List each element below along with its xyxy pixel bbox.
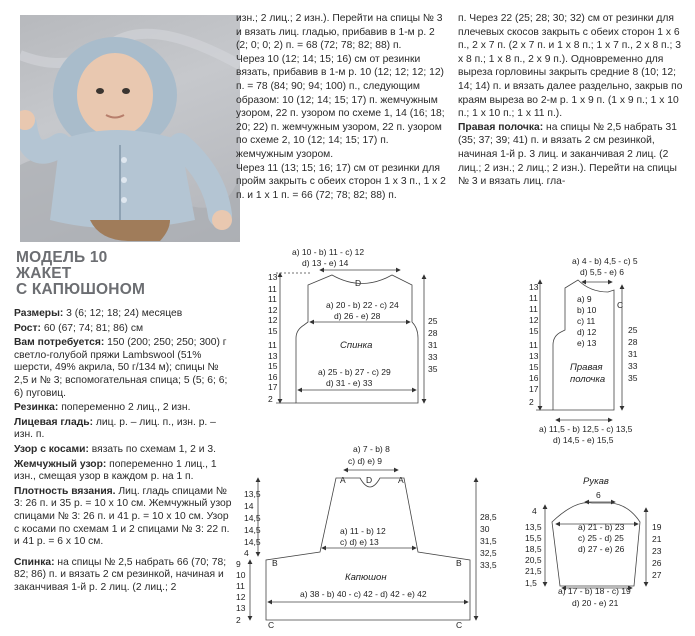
- back-lnum: 11: [268, 340, 277, 350]
- back-rnum: 33: [428, 352, 438, 362]
- back-mid-label-2: d) 26 - e) 28: [334, 311, 381, 321]
- front-top-label-1: a) 4 - b) 4,5 - c) 5: [572, 256, 638, 266]
- front-rnum: 35: [628, 373, 638, 383]
- sleeve-rnum: 27: [652, 570, 662, 580]
- sleeve-rnum: 26: [652, 558, 662, 568]
- back-lnum: 15: [268, 361, 278, 371]
- back-lnum: 12: [268, 315, 278, 325]
- front-letter-c: C: [617, 300, 624, 310]
- sizes-value: 3 (6; 12; 18; 24) месяцев: [63, 308, 183, 319]
- front-value: на спицы № 2,5 набрать 31 (35; 37; 39; 41) п. и вязать 2 см резинкой, начиная 1-й р. 3 лиц. и заканчивая 2 лиц. (2 лиц.; 2 изн.; 2 лиц.; 2 изн.). Перейти на спицы № 3 и вязать лиц. гла-: [458, 121, 677, 188]
- front-rnum: 25: [628, 325, 638, 335]
- sleeve-lnum: 1,5: [525, 578, 537, 588]
- hood-lnum: 14: [244, 501, 254, 511]
- hood-lnum: 14,5: [244, 537, 261, 547]
- heading-line-1: МОДЕЛЬ 10: [16, 249, 108, 266]
- front-lnum: 13: [529, 282, 539, 292]
- hood-letter-a-right: A: [398, 475, 404, 485]
- col2-para: изн.; 2 лиц.; 2 изн.). Перейти на спицы № 3 и вязать лиц. гладью, прибавив в 1-м р. 2 (2; 0; 0; 2) п. = 68 (72; 78; 82; 88) п. Через 10 (12; 14; 15; 16) см от резинки вязать, прибавив в 1-м р. 10 (12; 12; 12; 12) п. = 78 (84; 90; 94; 100) п., следующим образом: 10 (12; 14; 15; 17) п. жемчужным узором, 22 п. узором по схеме 1, 14 (16; 18; 20; 22) п. жемчужным узором, 22 п. узором по схеме 2, 10 (12; 14; 15; 17) п. жемчужным узором. Через 11 (13; 15; 16; 17) см от резинки для пройм закрыть с обеих сторон 1 х 3 п., 1 х 2 п. и 1 х 1 п. = 66 (72; 78; 82; 88) п.: [236, 13, 446, 201]
- hood-right-numbers: [480, 512, 497, 570]
- front-right-numbers: [628, 325, 638, 383]
- sleeve-in-2: c) 25 - d) 25: [578, 533, 624, 543]
- rib-value: попеременно 2 лиц., 2 изн.: [58, 402, 191, 414]
- sizes-label: Размеры:: [14, 308, 64, 319]
- front-lnum: 17: [529, 384, 539, 394]
- front-title-1: Правая: [570, 362, 603, 373]
- hood-lnum: 12: [236, 592, 246, 602]
- back-rnum: 28: [428, 328, 438, 338]
- hood-rnum: 32,5: [480, 548, 497, 558]
- hood-lnum: 11: [236, 581, 245, 591]
- sleeve-lnum: 20,5: [525, 555, 542, 565]
- front-left-numbers: [529, 282, 539, 407]
- back-top-label-1: a) 10 - b) 11 - c) 12: [292, 247, 365, 257]
- front-rnum: 33: [628, 361, 638, 371]
- front-title-2: полочка: [570, 374, 606, 385]
- hood-top-label-1: a) 7 - b) 8: [353, 444, 390, 454]
- back-bot-label-2: d) 31 - e) 33: [326, 378, 373, 388]
- pearl-label: Жемчужный узор:: [14, 458, 107, 470]
- back-lnum: 13: [268, 351, 278, 361]
- back-lnum: 2: [268, 394, 273, 404]
- sleeve-left-numbers: [525, 506, 542, 588]
- heading-line-2: ЖАКЕТ: [16, 265, 72, 282]
- hood-lnum: 14,5: [244, 513, 261, 523]
- hood-lnum: 13: [236, 603, 246, 613]
- sleeve-rnum: 21: [652, 534, 662, 544]
- hood-rnum: 28,5: [480, 512, 497, 522]
- front-in-num: e) 13: [577, 338, 597, 348]
- pearl-value: попеременно 1 лиц., 1 изн., смещая узор в каждом р. на 1 п.: [14, 458, 217, 483]
- front-top-label-2: d) 5,5 - e) 6: [580, 267, 624, 277]
- sleeve-rnum: 19: [652, 522, 662, 532]
- back-label: Спинка:: [14, 556, 55, 568]
- front-in-num: d) 12: [577, 327, 597, 337]
- hood-lnum: 4: [244, 548, 249, 558]
- cable-value: вязать по схемам 1, 2 и 3.: [88, 443, 216, 455]
- front-in-num: a) 9: [577, 294, 592, 304]
- need-label: Вам потребуется:: [14, 337, 105, 349]
- hood-lnum: 9: [236, 559, 241, 569]
- front-label: Правая полочка:: [458, 121, 544, 133]
- sleeve-right-numbers: [652, 522, 662, 580]
- hood-rnum: 33,5: [480, 560, 497, 570]
- col3-para: п. Через 22 (25; 28; 30; 32) см от резинки для плечевых скосов закрыть с обеих сторон 1 х 6 п., 2 х 7 п. (2 х 7 п. и 1 х 8 п.; 1 х 7 п., 2 х 8 п.; 3 х 8 п.; 1 х 8 п., 2 х 9 п.). Одновременно для выреза горловины закрыть средние 8 (10; 12; 14; 14) п. и вязать далее раздельно, закрыв по краям выреза во 2-м р. 1 х 9 п. (1 х 9 п.; 1 х 10 п.; 1 х 10 п.; 1 х 11 п.).: [458, 13, 683, 120]
- sleeve-lnum: 4: [532, 506, 537, 516]
- sleeve-in-1: a) 21 - b) 23: [578, 522, 625, 532]
- back-rnum: 31: [428, 340, 438, 350]
- front-lnum: 13: [529, 351, 539, 361]
- back-rnum: 25: [428, 316, 438, 326]
- stock-label: Лицевая гладь:: [14, 416, 93, 428]
- hood-rnum: 31,5: [480, 536, 497, 546]
- back-lnum: 13: [268, 272, 278, 282]
- back-lnum: 11: [268, 294, 277, 304]
- sleeve-rnum: 23: [652, 546, 662, 556]
- front-rnum: 28: [628, 337, 638, 347]
- back-lnum: 17: [268, 382, 278, 392]
- hood-letter-d: D: [366, 475, 373, 485]
- front-in-num: b) 10: [577, 305, 597, 315]
- back-lnum: 11: [268, 284, 277, 294]
- height-value: 60 (67; 74; 81; 86) см: [40, 322, 144, 334]
- front-rnum: 31: [628, 349, 638, 359]
- sleeve-lnum: 21,5: [525, 566, 542, 576]
- need-value: 150 (200; 250; 250; 300) г светло-голубой пряжи Lambswool (51% шерсти, 49% акрила, 50 г/134 м); спицы № 2,5 и № 3; вспомогательная спица; 5 (5; 6; 6; 6) пуговиц.: [14, 337, 228, 399]
- front-lnum: 16: [529, 373, 539, 383]
- back-bot-label-1: a) 25 - b) 27 - c) 29: [318, 367, 391, 377]
- sleeve-bot-label-2: d) 20 - e) 21: [572, 598, 619, 608]
- sleeve-in-3: d) 27 - e) 26: [578, 544, 625, 554]
- sleeve-bot-label-1: a) 17 - b) 18 - c) 19: [558, 586, 631, 596]
- hood-lnum: 10: [236, 570, 246, 580]
- hood-title: Капюшон: [345, 572, 387, 583]
- hood-lnum: 2: [236, 615, 241, 625]
- hood-top-label-2: c) d) e) 9: [348, 456, 383, 466]
- sleeve-lnum: 13,5: [525, 522, 542, 532]
- hood-mid-label-2: c) d) e) 13: [340, 537, 379, 547]
- back-diagram: [268, 247, 438, 404]
- back-right-numbers: [428, 316, 438, 374]
- front-lnum: 12: [529, 315, 539, 325]
- back-top-label-2: d) 13 - e) 14: [302, 258, 349, 268]
- front-lnum: 11: [529, 304, 538, 314]
- front-lnum: 11: [529, 293, 538, 303]
- back-value: на спицы № 2,5 набрать 66 (70; 78; 82; 86) п. и вязать 2 см резинкой, начиная и заканчивая 1-й р. 2 лиц. (2 лиц.; 2: [14, 556, 227, 593]
- hood-left-numbers: [236, 489, 261, 625]
- hood-lnum: 13,5: [244, 489, 261, 499]
- back-left-numbers: [268, 272, 278, 404]
- front-lnum: 15: [529, 326, 539, 336]
- hood-lnum: 14,5: [244, 525, 261, 535]
- front-bot-label-2: d) 14,5 - e) 15,5: [553, 435, 614, 445]
- hood-bot-label: a) 38 - b) 40 - c) 42 - d) 42 - e) 42: [300, 589, 427, 599]
- front-bot-label-1: a) 11,5 - b) 12,5 - c) 13,5: [539, 424, 633, 434]
- back-title: Спинка: [340, 340, 373, 351]
- heading-line-3: С КАПЮШОНОМ: [16, 281, 146, 298]
- back-lnum: 15: [268, 326, 278, 336]
- rib-label: Резинка:: [14, 402, 59, 414]
- hood-letter-c-left: C: [268, 620, 275, 630]
- sleeve-top-label: 6: [596, 490, 601, 500]
- front-lnum: 11: [529, 340, 538, 350]
- density-label: Плотность вязания.: [14, 485, 116, 497]
- front-in-num: c) 11: [577, 316, 596, 326]
- hood-letter-b-left: B: [272, 558, 278, 568]
- hood-letter-c-right: C: [456, 620, 463, 630]
- cable-label: Узор с косами:: [14, 443, 89, 455]
- back-mid-label-1: a) 20 - b) 22 - c) 24: [326, 300, 399, 310]
- hood-letter-b-right: B: [456, 558, 462, 568]
- hood-letter-a-left: A: [340, 475, 346, 485]
- sleeve-lnum: 18,5: [525, 544, 542, 554]
- back-rnum: 35: [428, 364, 438, 374]
- stock-value: лиц. р. – лиц. п., изн. р. – изн. п.: [14, 416, 216, 441]
- sleeve-lnum: 15,5: [525, 533, 542, 543]
- front-lnum: 2: [529, 397, 534, 407]
- hood-mid-label-1: a) 11 - b) 12: [340, 526, 386, 536]
- back-letter-d: D: [355, 278, 362, 288]
- back-lnum: 16: [268, 372, 278, 382]
- height-label: Рост:: [14, 322, 41, 334]
- back-lnum: 12: [268, 305, 278, 315]
- sleeve-title: Рукав: [583, 476, 609, 487]
- front-lnum: 15: [529, 362, 539, 372]
- density-value: Лиц. гладь спицами № 3: 26 п. и 35 р. = 10 х 10 см. Жемчужный узор спицами № 3: 26 п. и 41 р. = 10 х 10 см. Узор с косами по схемам 1 и 2 спицами № 3: 22 п. и 41 р. = 6 х 10 см.: [14, 485, 232, 548]
- hood-rnum: 30: [480, 524, 490, 534]
